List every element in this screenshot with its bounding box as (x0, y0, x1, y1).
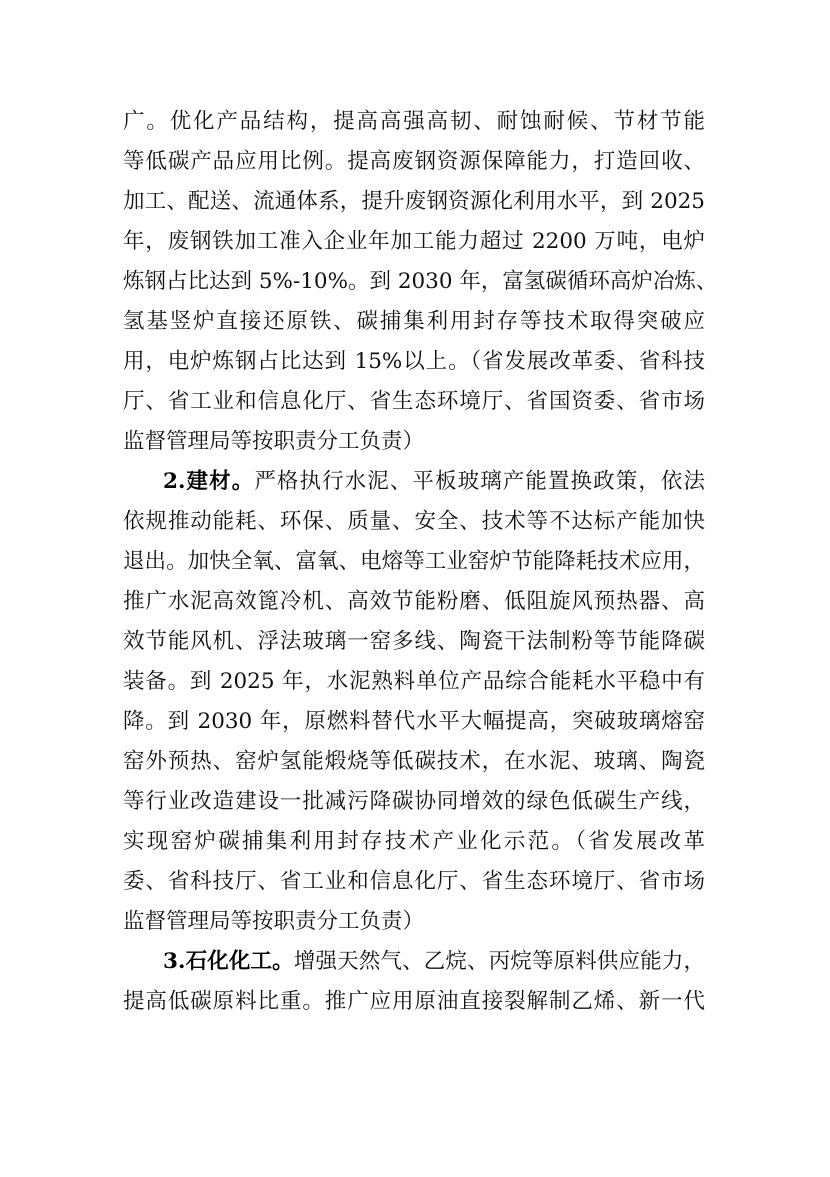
body-line-16: 装备。到 2025 年，水泥熟料单位产品综合能耗水平稳中有 (123, 669, 705, 694)
body-line-24: 增强天然气、乙烷、丙烷等原料供应能力， (293, 949, 705, 974)
body-line-14: 推广水泥高效篦冷机、高效节能粉磨、低阻旋风预热器、高 (123, 589, 705, 614)
body-line-22: 监督管理局等按职责分工负责） (123, 909, 425, 934)
body-line-2: 等低碳产品应用比例。提高废钢资源保障能力，打造回收、 (123, 149, 705, 174)
body-line-5: 炼钢占比达到 5%-10%。到 2030 年，富氢碳循环高炉冶炼、 (123, 269, 718, 294)
body-line-7: 用，电炉炼钢占比达到 15%以上。（省发展改革委、省科技 (123, 349, 705, 374)
body-line-12: 依规推动能耗、环保、质量、安全、技术等不达标产能加快 (123, 509, 705, 534)
body-line-1: 广。优化产品结构，提高高强高韧、耐蚀耐候、节材节能 (123, 109, 705, 134)
section-heading-petrochemical: 3.石化化工。 (163, 949, 294, 974)
body-line-20: 实现窑炉碳捕集利用封存技术产业化示范。（省发展改革 (123, 829, 705, 854)
body-line-9: 监督管理局等按职责分工负责） (123, 429, 425, 454)
section-3-first-line (163, 942, 705, 982)
body-line-6: 氢基竖炉直接还原铁、碳捕集利用封存等技术取得突破应 (123, 309, 705, 334)
body-line-4: 年，废钢铁加工准入企业年加工能力超过 2200 万吨，电炉 (123, 229, 705, 254)
body-line-3: 加工、配送、流通体系，提升废钢资源化利用水平，到 2025 (123, 189, 705, 214)
body-line-25: 提高低碳原料比重。推广应用原油直接裂解制乙烯、新一代 (123, 989, 705, 1014)
body-line-18: 窑外预热、窑炉氢能煅烧等低碳技术，在水泥、玻璃、陶瓷 (123, 749, 705, 774)
body-line-13: 退出。加快全氧、富氧、电熔等工业窑炉节能降耗技术应用， (123, 549, 705, 574)
section-2-first-line (163, 462, 705, 502)
body-line-11: 严格执行水泥、平板玻璃产能置换政策，依法 (254, 469, 705, 494)
section-heading-building-materials: 2.建材。 (163, 469, 255, 494)
body-line-17: 降。到 2030 年，原燃料替代水平大幅提高，突破玻璃熔窑 (123, 709, 705, 734)
body-line-8: 厅、省工业和信息化厅、省生态环境厅、省国资委、省市场 (123, 389, 705, 414)
body-line-15: 效节能风机、浮法玻璃一窑多线、陶瓷干法制粉等节能降碳 (123, 629, 705, 654)
body-line-21: 委、省科技厅、省工业和信息化厅、省生态环境厅、省市场 (123, 869, 705, 894)
body-line-19: 等行业改造建设一批减污降碳协同增效的绿色低碳生产线， (123, 789, 705, 814)
